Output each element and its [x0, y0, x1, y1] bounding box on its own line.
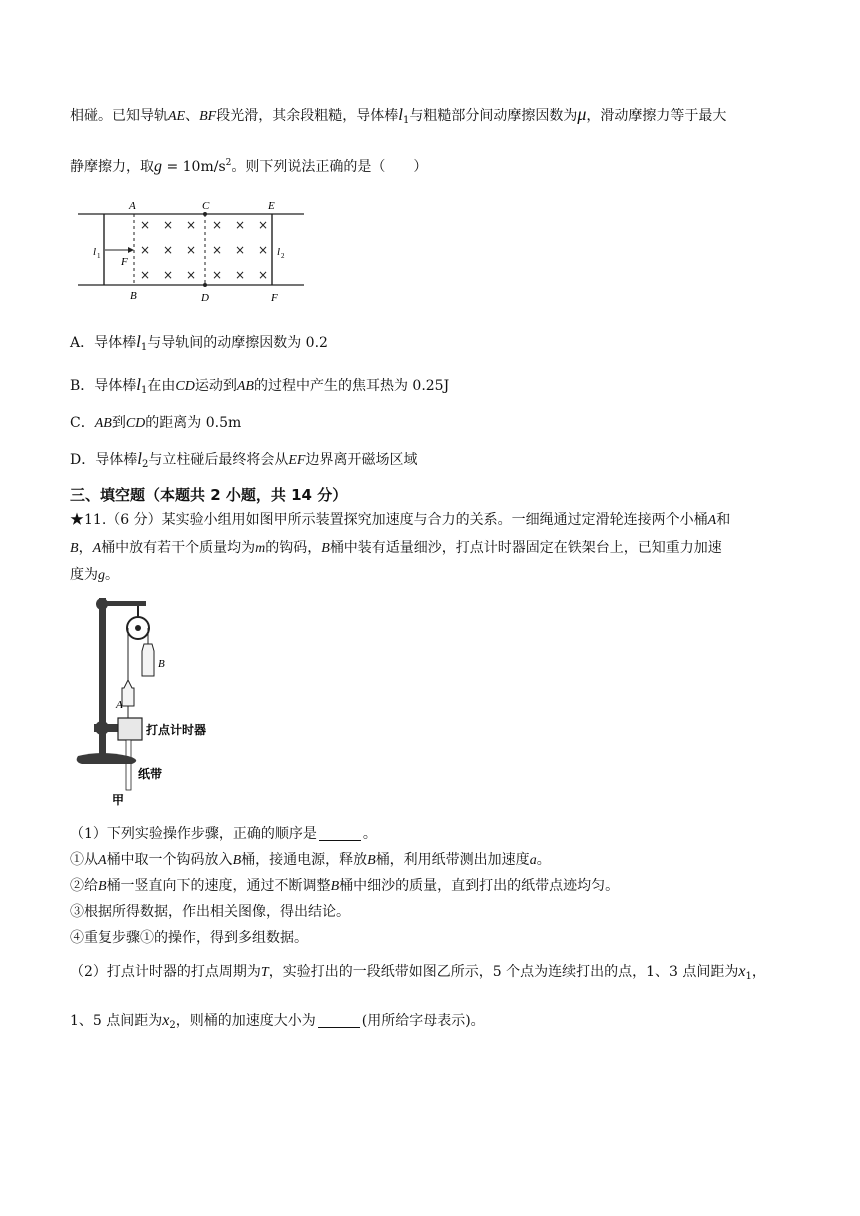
option-a: A．导体棒$l_1$与导轨间的动摩擦因数为 0.2 [70, 332, 328, 353]
step-1: ①从A桶中取一个钩码放入B桶，接通电源，释放B桶，利用纸带测出加速度a。 [70, 852, 551, 868]
field-cross: × [163, 268, 174, 282]
field-cross: × [140, 218, 151, 232]
field-cross: × [186, 218, 197, 232]
field-cross: × [140, 243, 151, 257]
apparatus-figure [72, 594, 232, 810]
field-cross: × [163, 243, 174, 257]
bucket-a [122, 680, 134, 706]
field-cross: × [212, 243, 223, 257]
svg-text:E: E [268, 200, 275, 212]
step-4: ④重复步骤①的操作，得到多组数据。 [70, 930, 308, 946]
svg-text:A: A [116, 699, 123, 711]
section-heading: 三、填空题（本题共 2 小题，共 14 分） [70, 486, 348, 504]
option-c: C．AB到CD的距离为 0.5m [70, 415, 242, 431]
svg-text:A: A [129, 200, 136, 212]
svg-text:l: l [277, 246, 281, 258]
svg-text:2: 2 [281, 252, 285, 260]
magnetic-field-crosses [140, 218, 268, 282]
dot-timer [118, 718, 142, 740]
svg-text:F: F [271, 292, 278, 304]
field-cross: × [140, 268, 151, 282]
problem10-line2: 静摩擦力，取$g = 10m/s^2$。则下列说法正确的是（ ） [70, 158, 428, 175]
svg-text:l: l [93, 246, 97, 258]
bucket-b [142, 644, 154, 676]
field-cross: × [212, 218, 223, 232]
force-arrow [128, 247, 134, 253]
step-3: ③根据所得数据，作出相关图像，得出结论。 [70, 904, 350, 920]
svg-text:F: F [121, 256, 128, 268]
problem11-line3: 度为g。 [70, 567, 119, 583]
svg-text:1: 1 [97, 252, 101, 260]
step-2: ②给B桶一竖直向下的速度，通过不断调整B桶中细沙的质量，直到打出的纸带点迹均匀。 [70, 878, 620, 894]
paper-tape [126, 740, 131, 790]
answer-blank-2[interactable] [318, 1013, 360, 1028]
question-2-line2: 1、5 点间距为$x_2$，则桶的加速度大小为 (用所给字母表示)。 [70, 1012, 485, 1031]
svg-text:B: B [158, 658, 165, 670]
svg-text:打点计时器: 打点计时器 [146, 723, 207, 737]
field-cross: × [258, 243, 269, 257]
rail-figure [76, 198, 308, 304]
answer-blank-1[interactable] [319, 826, 361, 841]
option-b: B．导体棒$l_1$在由CD运动到AB的过程中产生的焦耳热为 0.25J [70, 375, 450, 396]
question-2-line1: （2）打点计时器的打点周期为T，实验打出的一段纸带如图乙所示，5 个点为连续打出的点，1、3 点间距为$x_1$， [70, 963, 766, 982]
svg-text:C: C [202, 200, 210, 212]
problem11-line2: B，A桶中放有若干个质量均为m的钩码，B桶中装有适量细沙，打点计时器固定在铁架台上，已知重力加速 [70, 540, 722, 556]
field-cross: × [235, 218, 246, 232]
option-d: D．导体棒$l_2$与立柱碰后最终将会从EF边界离开磁场区域 [70, 449, 418, 470]
field-cross: × [235, 268, 246, 282]
field-cross: × [258, 218, 269, 232]
svg-text:甲: 甲 [112, 793, 125, 807]
stand-pole [99, 598, 106, 760]
question-1: （1）下列实验操作步骤，正确的顺序是 。 [70, 826, 377, 842]
svg-text:纸带: 纸带 [138, 767, 163, 781]
field-cross: × [186, 243, 197, 257]
svg-text:B: B [130, 290, 137, 302]
field-cross: × [212, 268, 223, 282]
problem10-line1: 相碰。已知导轨AE、BF段光滑，其余段粗糙，导体棒$l_1$与粗糙部分间动摩擦因数为μ，滑动摩擦力等于最大 [70, 104, 727, 126]
problem11-line1: ★11.（6 分）某实验小组用如图甲所示装置探究加速度与合力的关系。一细绳通过定滑轮连接两个小桶A和 [70, 512, 731, 528]
field-cross: × [186, 268, 197, 282]
field-cross: × [258, 268, 269, 282]
field-cross: × [163, 218, 174, 232]
field-cross: × [235, 243, 246, 257]
svg-text:D: D [201, 292, 209, 304]
